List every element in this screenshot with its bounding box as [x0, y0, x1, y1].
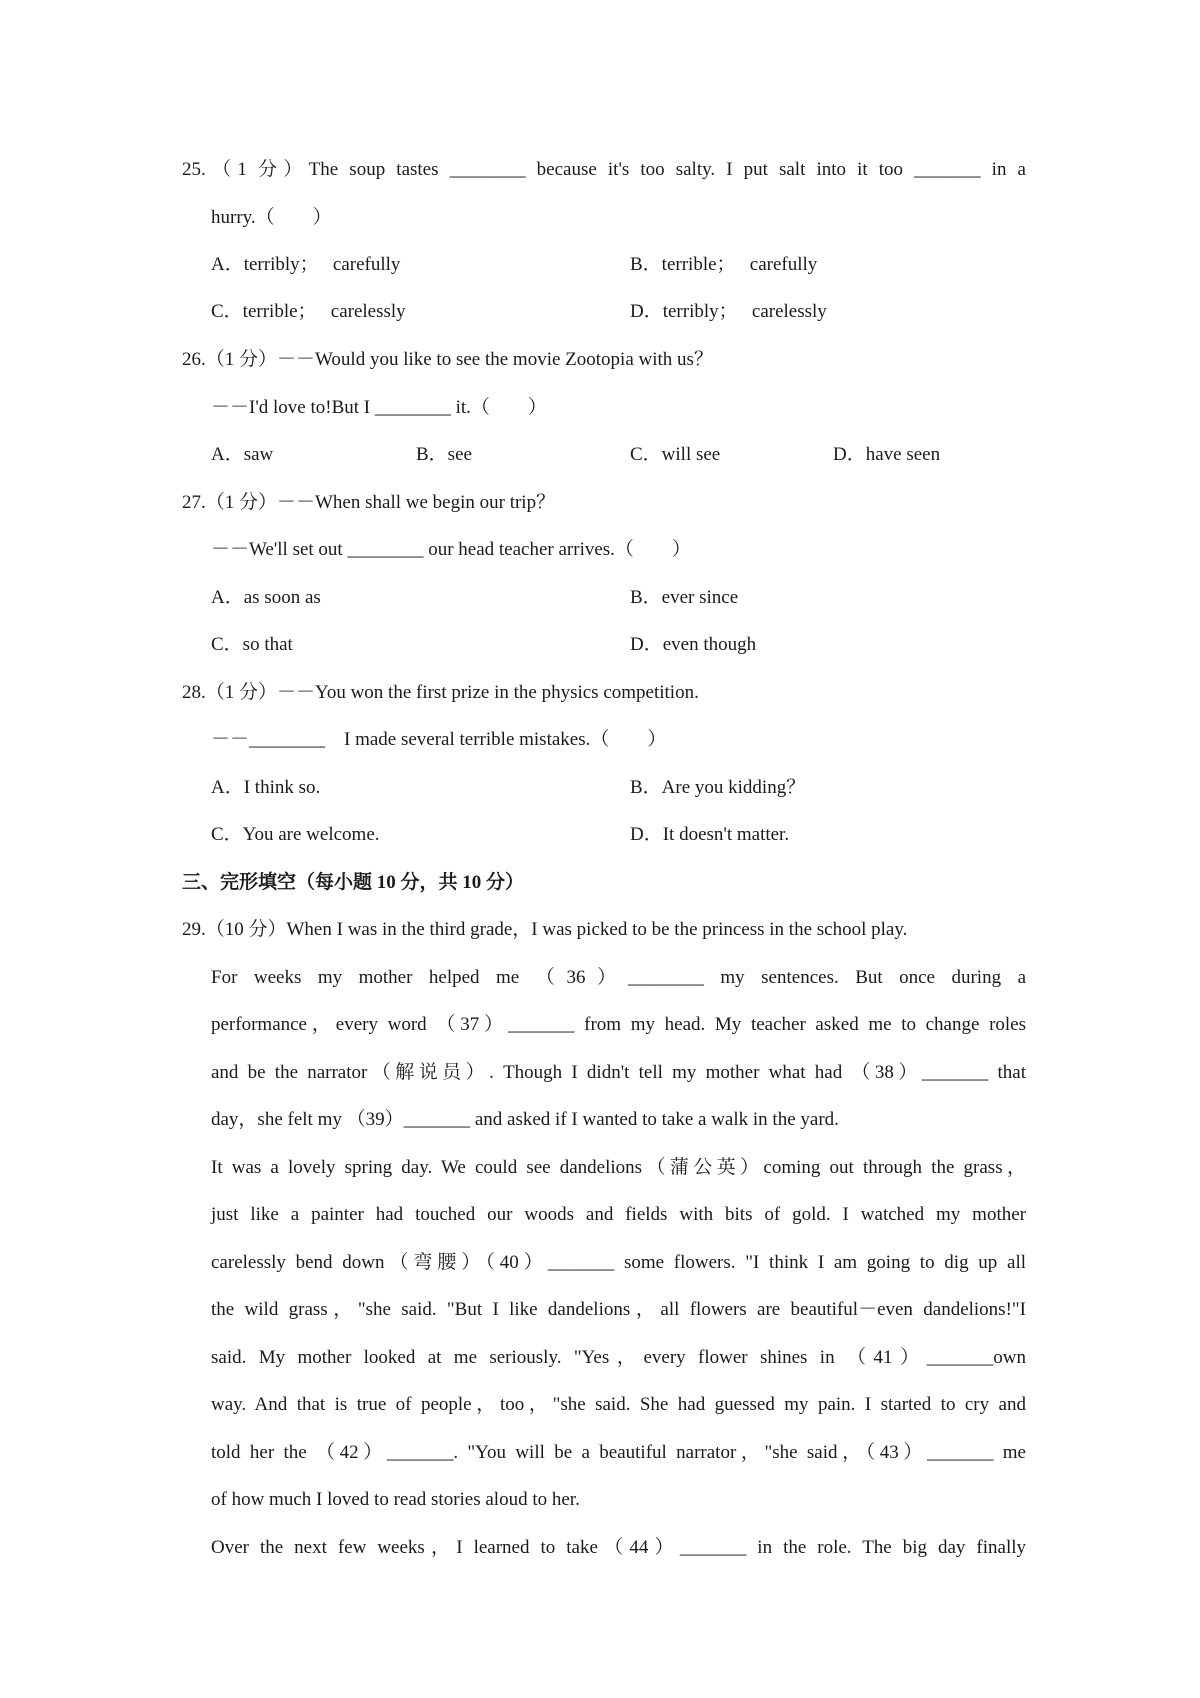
q28-option-b[interactable]: B．Are you kidding？ — [630, 777, 806, 798]
q28-option-d[interactable]: D．It doesn't matter. — [630, 824, 790, 845]
q29-line-11: way. And that is true of people，too，"she said. She had guessed my pain. I started to cry and — [211, 1394, 1026, 1415]
q26-option-a[interactable]: A．saw — [211, 444, 274, 465]
q29-line-2: For weeks my mother helped me （36）________ my sentences. But once during a — [211, 967, 1026, 988]
q28-option-a[interactable]: A．I think so. — [211, 777, 321, 798]
q29-line-4: and be the narrator（解说员）. Though I didn't tell my mother what had （38）_______ that — [211, 1062, 1026, 1083]
q29-line-9: the wild grass，"she said. "But I like dandelions，all flowers are beautiful－even dandelions!"I — [211, 1299, 1026, 1320]
q28-stem-line1: 28.（1 分）－－You won the first prize in the physics competition. — [182, 682, 699, 703]
q27-stem-line1: 27.（1 分）－－When shall we begin our trip？ — [182, 492, 556, 513]
q26-stem-line2: －－I'd love to!But I ________ it.（ ） — [211, 397, 547, 418]
q25-option-c[interactable]: C．terrible； carelessly — [211, 301, 406, 322]
q25-option-a[interactable]: A．terribly； carefully — [211, 254, 401, 275]
q27-option-b[interactable]: B．ever since — [630, 587, 739, 608]
q25-option-d[interactable]: D．terribly； carelessly — [630, 301, 827, 322]
q25-stem-line2: hurry.（ ） — [211, 207, 332, 228]
section-heading-cloze: 三、完形填空（每小题 10 分，共 10 分） — [182, 872, 525, 893]
q26-option-d[interactable]: D．have seen — [833, 444, 941, 465]
q28-stem-line2: －－________ I made several terrible mistakes.（ ） — [211, 729, 667, 750]
q29-line-12: told her the （42）_______. "You will be a beautiful narrator，"she said，（43）_______ me — [211, 1442, 1026, 1463]
q27-option-d[interactable]: D．even though — [630, 634, 757, 655]
q29-line-14: Over the next few weeks，I learned to take（44）_______ in the role. The big day finally — [211, 1537, 1026, 1558]
q29-line-8: carelessly bend down（弯腰）（40）_______ some flowers. "I think I am going to dig up all — [211, 1252, 1026, 1273]
q26-option-b[interactable]: B．see — [416, 444, 472, 465]
q28-option-c[interactable]: C．You are welcome. — [211, 824, 380, 845]
q27-stem-line2: －－We'll set out ________ our head teacher arrives.（ ） — [211, 539, 691, 560]
q29-line-13: of how much I loved to read stories aloud to her. — [211, 1489, 580, 1510]
q25-stem-line1: 25.（1 分）The soup tastes ________ because it's too salty. I put salt into it too _______ in a — [182, 159, 1026, 180]
q29-line-3: performance，every word （37）_______ from my head. My teacher asked me to change roles — [211, 1014, 1026, 1035]
q27-option-a[interactable]: A．as soon as — [211, 587, 321, 608]
q26-stem-line1: 26.（1 分）－－Would you like to see the movie Zootopia with us？ — [182, 349, 713, 370]
q25-option-b[interactable]: B．terrible； carefully — [630, 254, 818, 275]
q29-line-1: 29.（10 分）When I was in the third grade，I was picked to be the princess in the school play. — [182, 919, 908, 940]
q29-line-7: just like a painter had touched our woods and fields with bits of gold. I watched my mother — [211, 1204, 1026, 1225]
q29-line-6: It was a lovely spring day. We could see dandelions（蒲公英）coming out through the grass， — [211, 1157, 1026, 1178]
q26-option-c[interactable]: C．will see — [630, 444, 721, 465]
q27-option-c[interactable]: C．so that — [211, 634, 293, 655]
q29-line-10: said. My mother looked at me seriously. "Yes，every flower shines in （41）_______own — [211, 1347, 1026, 1368]
q29-line-5: day，she felt my （39）_______ and asked if I wanted to take a walk in the yard. — [211, 1109, 839, 1130]
